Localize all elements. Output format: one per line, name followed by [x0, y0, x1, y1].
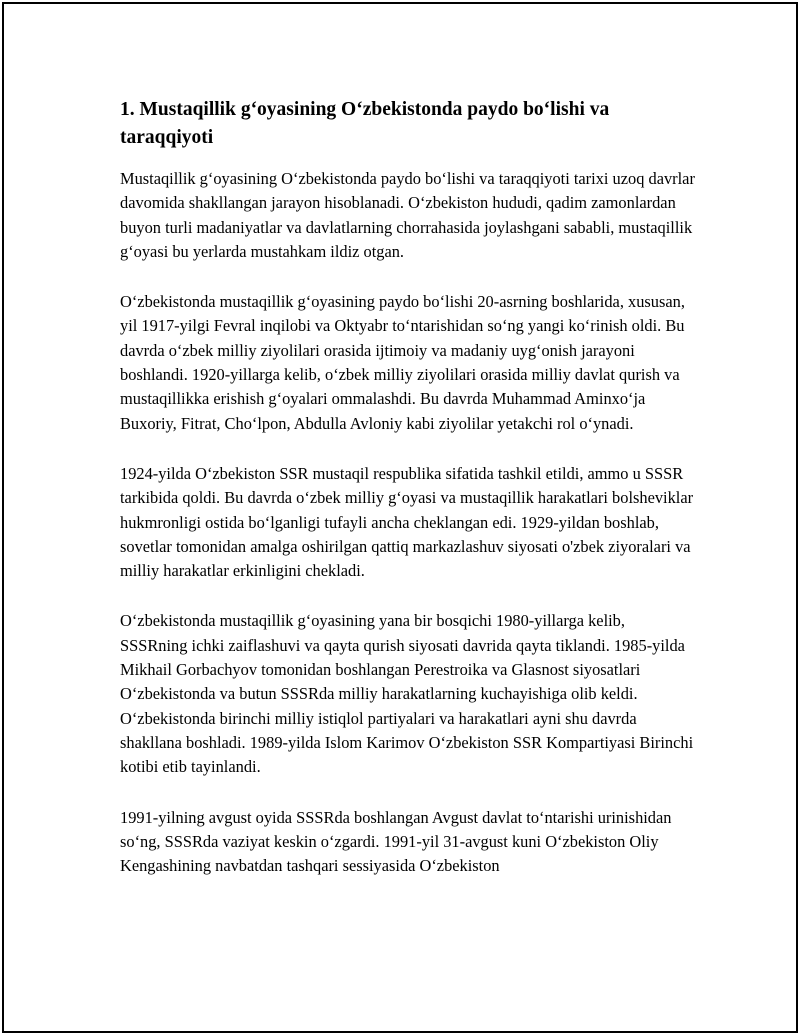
paragraph-intro: Mustaqillik g‘oyasining O‘zbekistonda paydo bo‘lishi va taraqqiyoti tarixi uzoq davrlar davomida shakllangan jarayon hisoblanadi. O‘zbekiston hududi, qadim zamonlardan buyon turli madaniyatlar va davlatlarning chorrahasida joylashgani sababli, mustaqillik g‘oyasi bu yerlarda mustahkam ildiz otgan. — [120, 169, 695, 261]
page-frame — [2, 2, 798, 1033]
paragraph-early-20th-century: O‘zbekistonda mustaqillik g‘oyasining paydo bo‘lishi 20-asrning boshlarida, xususan, yil 1917-yilgi Fevral inqilobi va Oktyabr to‘ntarishidan so‘ng yangi ko‘rinish oldi. Bu davrda o‘zbek milliy ziyolilari orasida ijtimoiy va madaniy uyg‘onish jarayoni boshlandi. 1920-yillarga kelib, o‘zbek milliy ziyolilari orasida milliy davlat qurish va mustaqillikka erishish g‘oyalari ommalashdi. Bu davrda Muhammad Aminxo‘ja Buxoriy, Fitrat, Cho‘lpon, Abdulla Avloniy kabi ziyolilar yetakchi rol o‘ynadi. — [120, 292, 685, 433]
paragraph-uzbek-ssr: 1924-yilda O‘zbekiston SSR mustaqil respublika sifatida tashkil etildi, ammo u SSSR tarkibida qoldi. Bu davrda o‘zbek milliy g‘oyasi va mustaqillik harakatlari bolsheviklar hukmronligi ostida bo‘lganligi tufayli ancha cheklangan edi. 1929-yildan boshlab, sovetlar tomonidan amalga oshirilgan qattiq markazlashuv siyosati o'zbek ziyoralari va milliy harakatlar erkinligini chekladi. — [120, 463, 694, 581]
paragraph-independence-1991: 1991-yilning avgust oyida SSSRda boshlangan Avgust davlat to‘ntarishi urinishidan so‘ng, SSSRda vaziyat keskin o‘zgardi. 1991-yil 31-avgust kuni O‘zbekiston Oliy Kengashining navbatdan tashqari sessiyasida O‘zbekiston — [120, 807, 672, 876]
section-heading: 1. Mustaqillik g‘oyasining O‘zbekistonda paydo bo‘lishi va taraqqiyoti — [120, 99, 610, 148]
paragraph-perestroika: O‘zbekistonda mustaqillik g‘oyasining yana bir bosqichi 1980-yillarga kelib, SSSRning ichki zaiflashuvi va qayta qurish siyosati davrida qayta tiklandi. 1985-yilda Mikhail Gorbachyov tomonidan boshlangan Perestroika va Glasnost siyosatlari O‘zbekistonda va butun SSSRda milliy harakatlarning kuchayishiga olib keldi. O‘zbekistonda birinchi milliy istiqlol partiyalari va harakatlari ayni shu davrda shakllana boshladi. 1989-yilda Islom Karimov O‘zbekiston SSR Kompartiyasi Birinchi kotibi etib tayinlandi. — [120, 611, 694, 777]
document-body — [120, 96, 695, 904]
